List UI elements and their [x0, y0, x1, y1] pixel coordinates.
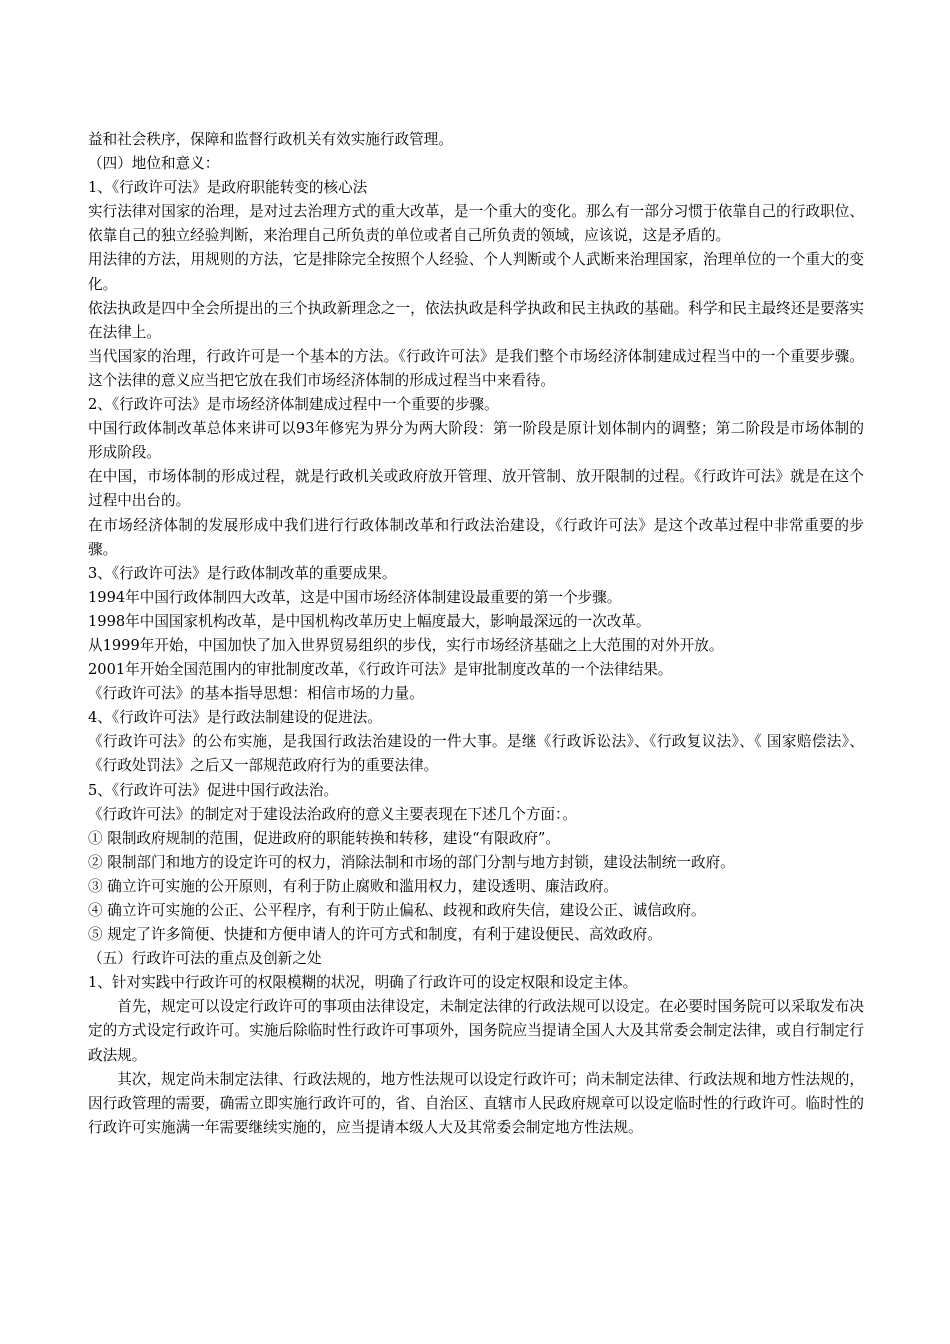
list-item: ② 限制部门和地方的设定许可的权力，消除法制和市场的部门分割与地方封锁，建设法制统一政府。 [88, 853, 735, 871]
paragraph: 其次，规定尚未制定法律、行政法规的，地方性法规可以设定行政许可；尚未制定法律、行政法规和地方性法规的，因行政管理的需要，确需立即实施行政许可的，省、自治区、直辖市人民政府规章可以设定临时性的行政许可。临时性的行政许可实施满一年需要继续实施的，应当提请本级人大及其常委会制定地方性法规。 [88, 1070, 864, 1136]
list-item: ⑤ 规定了许多简便、快捷和方便申请人的许可方式和制度，有利于建设便民、高效政府。 [88, 926, 662, 944]
document-body [88, 128, 864, 1140]
paragraph: 实行法律对国家的治理，是对过去治理方式的重大改革，是一个重大的变化。那么有一部分习惯于依靠自己的行政职位、依靠自己的独立经验判断，来治理自己所负责的单位或者自己所负责的领域，应该说，这是矛盾的。 [88, 203, 864, 245]
paragraph: 当代国家的治理，行政许可是一个基本的方法。《行政许可法》是我们整个市场经济体制建成过程当中的一个重要步骤。这个法律的意义应当把它放在我们市场经济体制的形成过程当中来看待。 [88, 347, 864, 389]
paragraph: 《行政许可法》的基本指导思想：相信市场的力量。 [88, 685, 424, 703]
paragraph: 2001年开始全国范围内的审批制度改革，《行政许可法》是审批制度改革的一个法律结果。 [88, 661, 673, 679]
paragraph: 在市场经济体制的发展形成中我们进行行政体制改革和行政法治建设，《行政许可法》是这个改革过程中非常重要的步骤。 [88, 516, 864, 558]
paragraph: 中国行政体制改革总体来讲可以93年修宪为界分为两大阶段：第一阶段是原计划体制内的调整；第二阶段是市场体制的形成阶段。 [88, 420, 864, 462]
subsection-heading: 1、《行政许可法》是政府职能转变的核心法 [88, 179, 368, 197]
list-item: ④ 确立许可实施的公正、公平程序，有利于防止偏私、歧视和政府失信，建设公正、诚信政府。 [88, 902, 706, 919]
subsection-heading: 5、《行政许可法》促进中国行政法治。 [88, 781, 339, 799]
list-item: ① 限制政府规制的范围，促进政府的职能转换和转移，建设“有限政府”。 [88, 829, 560, 847]
paragraph: 1998年中国国家机构改革，是中国机构改革历史上幅度最大，影响最深远的一次改革。 [88, 612, 651, 630]
subsection-heading: 3、《行政许可法》是行政体制改革的重要成果。 [88, 564, 397, 582]
paragraph: 依法执政是四中全会所提出的三个执政新理念之一，依法执政是科学执政和民主执政的基础。科学和民主最终还是要落实在法律上。 [88, 299, 864, 341]
paragraph: 首先，规定可以设定行政许可的事项由法律设定，未制定法律的行政法规可以设定。在必要时国务院可以采取发布决定的方式设定行政许可。实施后除临时性行政许可事项外，国务院应当提请全国人大及其常委会制定法律，或自行制定行政法规。 [88, 998, 864, 1064]
section-heading: （五）行政许可法的重点及创新之处 [88, 950, 322, 968]
paragraph: 用法律的方法，用规则的方法，它是排除完全按照个人经验、个人判断或个人武断来治理国家，治理单位的一个重大的变化。 [88, 251, 864, 293]
paragraph: 益和社会秩序，保障和监督行政机关有效实施行政管理。 [88, 131, 453, 148]
paragraph: 《行政许可法》的制定对于建设法治政府的意义主要表现在下述几个方面：。 [88, 805, 577, 823]
section-heading: （四）地位和意义： [88, 155, 220, 173]
subsection-heading: 4、《行政许可法》是行政法制建设的促进法。 [88, 709, 382, 727]
subsection-heading: 1、针对实践中行政许可的权限模糊的状况，明确了行政许可的设定权限和设定主体。 [88, 974, 638, 992]
list-item: ③ 确立许可实施的公开原则，有利于防止腐败和滥用权力，建设透明、廉洁政府。 [88, 877, 619, 895]
paragraph: 在中国，市场体制的形成过程，就是行政机关或政府放开管理、放开管制、放开限制的过程。《行政许可法》就是在这个过程中出台的。 [88, 468, 864, 510]
paragraph: 《行政许可法》的公布实施，是我国行政法治建设的一件大事。是继《行政诉讼法》、《行政复议法》、《 国家赔偿法》、《行政处罚法》之后又一部规范政府行为的重要法律。 [88, 733, 864, 775]
paragraph: 从1999年开始，中国加快了加入世界贸易组织的步伐，实行市场经济基础之上大范围的对外开放。 [88, 636, 724, 654]
paragraph: 1994年中国行政体制四大改革，这是中国市场经济体制建设最重要的第一个步骤。 [88, 588, 622, 606]
subsection-heading: 2、《行政许可法》是市场经济体制建成过程中一个重要的步骤。 [88, 396, 499, 414]
